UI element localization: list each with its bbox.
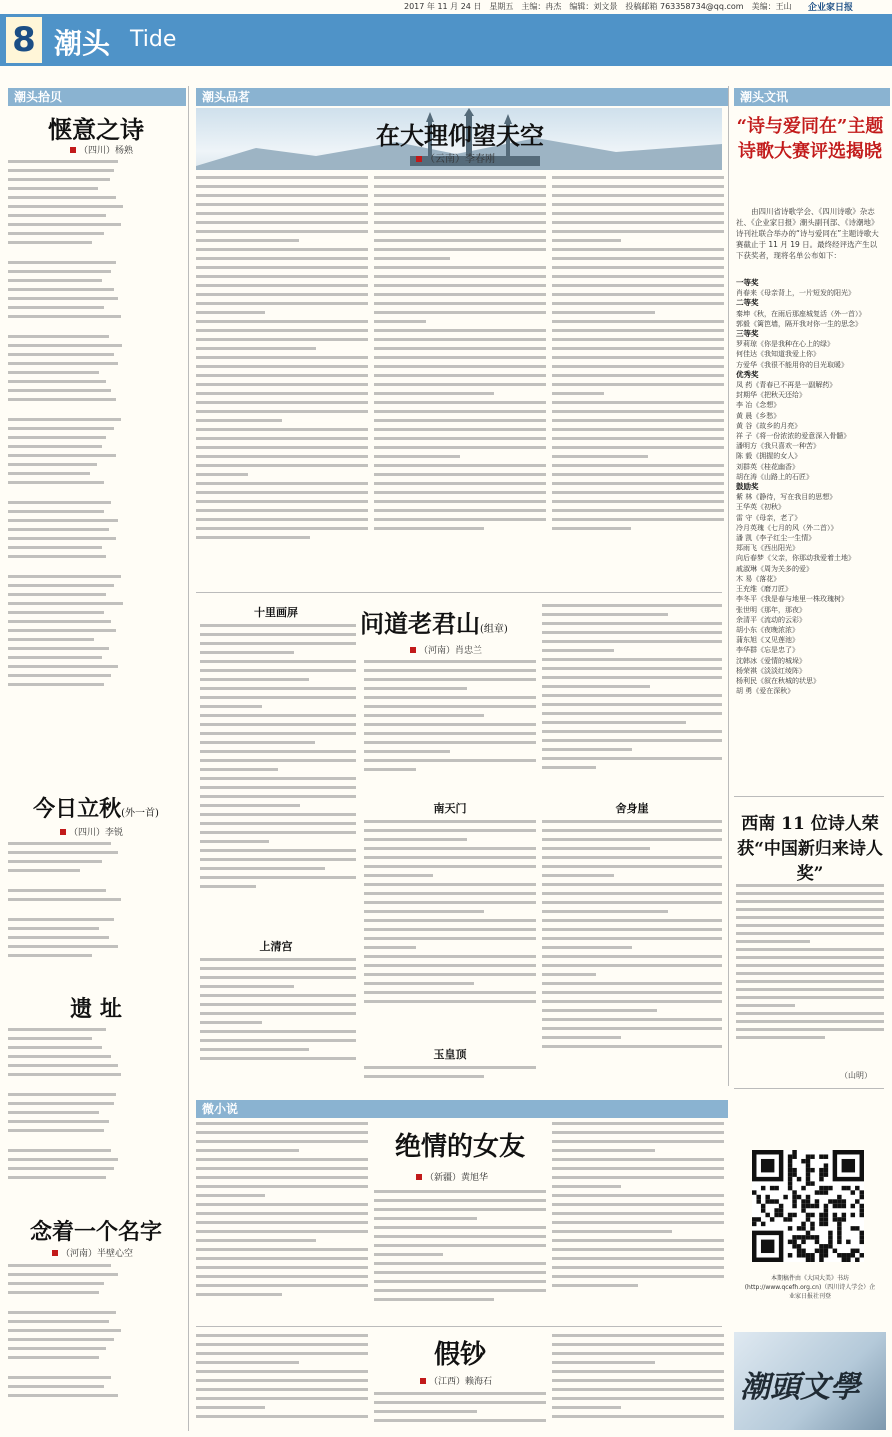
section-label-center: 潮头品茗 [196, 88, 728, 106]
credit: （山明） [840, 1071, 872, 1080]
headline-poetry-contest: “诗与爱同在”主题诗歌大赛评选揭晓 [736, 116, 884, 162]
prize-entry: 何佳达《我知道我爱上你》 [736, 350, 820, 359]
paper-name: 企业家日报 [808, 3, 854, 13]
article-title-4: 念着一个名字 [29, 1219, 162, 1245]
prize-entry: 杨利民《叙在秋城的状思》 [736, 676, 820, 685]
article-title-2: 今日立秋(外一首) [33, 796, 159, 822]
feature-title: 在大理仰望天空 [376, 121, 544, 150]
author-4: （河南）半壁心空 [52, 1246, 133, 1259]
prize-entry: 张世明《那年，那夜》 [736, 605, 806, 614]
poem-text-main [364, 660, 536, 790]
prize-entry: 沈韩冰《爱情的城垛》 [736, 656, 806, 665]
calligraphy-banner [734, 1332, 886, 1430]
prize-entry: 方爱华《我很不能用你的目光取暖》 [736, 360, 848, 369]
section-title-cn: 潮头 [54, 27, 111, 60]
prize-entry: 陈 毅《拥握的女人》 [736, 452, 802, 461]
prize-entry: 木 易《落花》 [736, 574, 781, 583]
story1-text-col3 [552, 1122, 724, 1322]
story2-text-col2 [374, 1392, 546, 1432]
prize-entry: 秦坤《秋，在雨后那座城复活（外一首）》 [736, 309, 866, 318]
qr-code [752, 1150, 864, 1262]
article-title-3: 遗 址 [70, 996, 122, 1022]
poem-text-4 [8, 1264, 128, 1429]
prize-entry: 李 冶《念想》 [736, 401, 781, 410]
prize-entry: 李冬平《我是春与地里一株玫瑰树》 [736, 595, 848, 604]
poem-text-col3 [542, 604, 722, 794]
article-title-1: 惬意之诗 [48, 115, 144, 144]
prize-entry: 胡 勇《爱在深秋》 [736, 687, 795, 696]
prize-entry: 胡在涛《山路上的石匠》 [736, 472, 813, 481]
sub-title-shangqinggong: 上清宫 [259, 940, 293, 953]
prize-level: 优秀奖 [736, 369, 759, 379]
header-bar [0, 14, 892, 66]
prize-entry: 余清平《流动的云彩》 [736, 615, 806, 624]
poem-text-2 [8, 842, 128, 982]
author-2: （四川）李锐 [60, 825, 123, 838]
prize-entry: 封期华《把秋天还给》 [736, 391, 806, 400]
sub-title-nantianmen: 南天门 [433, 802, 467, 815]
poem-text-nantianmen [364, 820, 536, 1032]
prize-entry: 王充维《磨刀匠》 [736, 585, 792, 594]
poem-text-3 [8, 1028, 128, 1208]
prize-entry: 黄 晨《乡愁》 [736, 411, 781, 420]
prize-entry: 雷 守《母亲，老了》 [736, 513, 802, 522]
feature-text-col1 [196, 176, 368, 576]
story1-text-col2 [374, 1190, 546, 1320]
prize-entry: 蒲东旭《又见莲池》 [736, 636, 799, 645]
prize-entry: 李华群《忘是忠了》 [736, 646, 799, 655]
prize-level: 一等奖 [736, 278, 759, 287]
poem-main-title: 问道老君山(组章) [360, 609, 508, 638]
story1-author: （新疆）黄旭华 [416, 1170, 488, 1183]
story2-author: （江西）赖海石 [420, 1374, 492, 1387]
feature-title-block [340, 116, 580, 151]
qr-code-icon [752, 1150, 864, 1262]
poem-text-1 [8, 160, 128, 775]
qr-caption: 本期稿件由《大国大美》书坊(http://www.qcefh.org.cn)（四川诗人学会）企业家日报社刊登 [744, 1275, 876, 1300]
sub-title-shilihuaping: 十里画屏 [254, 606, 298, 619]
sub-title-sheshenya: 舍身崖 [615, 802, 649, 815]
prize-entry: 王华英《初秋》 [736, 503, 785, 512]
prize-entry: 潘 凯《李子红尘一生情》 [736, 534, 816, 543]
prize-entry: 黄 谷《故乡的月亮》 [736, 421, 802, 430]
prize-entry: 冷月英瑰《七月的风（外二首）》 [736, 523, 838, 532]
section-label-right: 潮头文讯 [734, 88, 890, 106]
prize-entry: 戚淑琳《周为关多的爱》 [736, 564, 813, 573]
story2-title: 假钞 [433, 1340, 486, 1370]
story1-text-col1 [196, 1122, 368, 1322]
feature-text-col3 [552, 176, 724, 576]
poem-text-yuhuang [364, 1066, 536, 1082]
prize-entry: 郑雨飞《西出阳光》 [736, 544, 799, 553]
prize-entry: 祥 子《将一份浓浓的爱意深入骨髓》 [736, 432, 851, 441]
poem-text-shangqing [200, 958, 356, 1078]
prize-list [736, 278, 884, 696]
page-header [0, 0, 892, 72]
section-title-en: Tide [130, 27, 177, 52]
prize-entry: 凤 药《青春已不再是一副解药》 [736, 381, 837, 390]
feature-text-col2 [374, 176, 546, 576]
section-label-bottom: 微小说 [196, 1100, 728, 1118]
story2-text-col3 [552, 1334, 724, 1432]
prize-level: 鼓励奖 [736, 482, 759, 492]
prize-entry: 胡小东《夜晚浓浓》 [736, 625, 799, 634]
poem-text-sheshenya [542, 820, 722, 1080]
sub-title-yuhuangding: 玉皇顶 [433, 1048, 467, 1061]
prize-entry: 紫 林《静待，写在我目的思想》 [736, 493, 837, 502]
feature-author: （云南）李春刚 [416, 150, 495, 165]
prize-entry: 郭毅《篱笆墙，隔开我对你一生的思念》 [736, 319, 862, 328]
calligraphy-text: 潮頭文學 [740, 1370, 860, 1405]
poem-text-huaping [200, 624, 356, 924]
headline-poet-award: 西南 11 位诗人荣获“中国新归来诗人奖” [737, 814, 883, 884]
contest-intro: 由四川省诗歌学会、《四川诗歌》杂志社、《企业家日报》潮头副刊部、《诗潮地》诗刊社联合举办的“诗与爱同在”主题诗歌大赛截止于 11 月 19 日。最终经评选产生以下获奖者，现将名单公布如下： [736, 207, 879, 260]
poem-main-author: （河南）肖忠兰 [410, 643, 482, 656]
prize-entry: 潘明方《我只喜欢一种苦》 [736, 442, 820, 451]
award-article-text [736, 884, 884, 1064]
prize-level: 三等奖 [736, 329, 759, 339]
story2-text-col1 [196, 1334, 368, 1432]
prize-entry: 刘群英《桂花幽香》 [736, 462, 799, 471]
prize-entry: 肖春来《母亲背上，一片短发的阳光》 [736, 289, 855, 298]
prize-entry: 罗莉琼《你是我种在心上的绿》 [736, 340, 834, 349]
author-1: （四川）杨熟 [70, 143, 133, 156]
prize-entry: 杨荣祺《淡淡红绫阵》 [736, 666, 806, 675]
section-label-col1: 潮头拾贝 [8, 88, 186, 106]
header-meta: 2017 年 11 月 24 日 星期五 主编：冉杰 编辑：刘文景 投稿邮箱 763358734@qq.com 美编：王山 [404, 2, 792, 11]
page-number: 8 [6, 17, 42, 63]
story1-title: 绝情的女友 [394, 1132, 525, 1162]
prize-entry: 向后春梦《父亲，你那动我爱着土地》 [736, 554, 855, 563]
prize-level: 二等奖 [736, 298, 759, 308]
